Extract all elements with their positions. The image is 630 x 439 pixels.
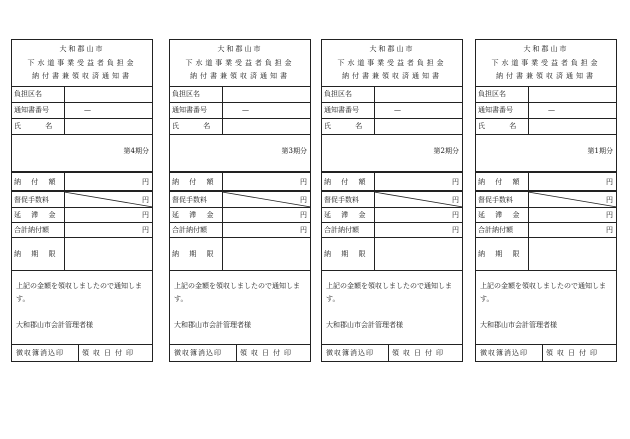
yen-unit: 円 (142, 210, 149, 219)
receipt-header (170, 40, 310, 87)
yen-unit: 円 (606, 177, 613, 186)
receipt-date-stamp-label: 領収日付印 (240, 349, 295, 357)
office-name: 大和郡山市会計管理者様 (174, 321, 251, 329)
ledger-stamp-label: 徴収簿消込印 (326, 349, 374, 357)
late-fee-row (322, 207, 462, 223)
receipt-message: 上記の金額を領収しましたので通知します。 (480, 282, 606, 303)
diagonal-strike (374, 192, 463, 207)
receipt-slip (169, 39, 311, 362)
area-row (322, 86, 462, 103)
late-fee-row (476, 207, 616, 223)
deadline-label: 納 期 限 (324, 249, 370, 258)
area-label: 負担区名 (324, 90, 352, 98)
period-label: 第4期分 (123, 147, 149, 155)
name-label: 氏 名 (172, 122, 222, 130)
receipt-header (12, 40, 152, 87)
payment-label: 納 付 額 (172, 177, 218, 186)
document-title-line2: 納付書兼領収済通知書 (496, 72, 596, 80)
yen-unit: 円 (300, 225, 307, 234)
receipt-slip (11, 39, 153, 362)
receipt-date-stamp-label: 領収日付印 (82, 349, 137, 357)
city-name: 大和郡山市 (523, 45, 569, 53)
yen-unit: 円 (606, 195, 613, 204)
fee-label: 督促手数料 (478, 195, 513, 204)
stamp-row (322, 344, 462, 361)
document-title-line2: 納付書兼領収済通知書 (190, 72, 290, 80)
total-label: 合計納付額 (14, 225, 49, 234)
diagonal-strike (528, 192, 617, 207)
stamp-row (170, 344, 310, 361)
yen-unit: 円 (452, 225, 459, 234)
fee-label: 督促手数料 (172, 195, 207, 204)
yen-unit: 円 (452, 177, 459, 186)
yen-unit: 円 (606, 225, 613, 234)
yen-unit: 円 (452, 210, 459, 219)
period-row (12, 134, 152, 173)
deadline-row (476, 237, 616, 271)
receipt-header (322, 40, 462, 87)
yen-unit: 円 (142, 177, 149, 186)
name-row (476, 118, 616, 135)
name-label: 氏 名 (478, 122, 528, 130)
period-row (170, 134, 310, 173)
receipt-date-stamp-label: 領収日付印 (546, 349, 601, 357)
diagonal-strike (64, 192, 153, 207)
fee-label: 督促手数料 (324, 195, 359, 204)
total-label: 合計納付額 (324, 225, 359, 234)
ledger-stamp-label: 徴収簿消込印 (16, 349, 64, 357)
payment-row (476, 173, 616, 192)
document-title-line1: 下水道事業受益者負担金 (337, 59, 447, 67)
deadline-row (12, 237, 152, 271)
fee-label: 督促手数料 (14, 195, 49, 204)
area-row (170, 86, 310, 103)
late-fee-label: 延 滞 金 (478, 210, 524, 219)
document-title-line2: 納付書兼領収済通知書 (342, 72, 442, 80)
period-row (476, 134, 616, 173)
notice-number-label: 通知書番号 (14, 106, 49, 114)
receipt-date-stamp-label: 領収日付印 (392, 349, 447, 357)
name-row (170, 118, 310, 135)
office-name: 大和郡山市会計管理者様 (16, 321, 93, 329)
notice-number-value: — (84, 106, 91, 114)
payment-row (322, 173, 462, 192)
fee-row (12, 192, 152, 208)
receipt-message: 上記の金額を領収しましたので通知します。 (16, 282, 142, 303)
late-fee-label: 延 滞 金 (172, 210, 218, 219)
area-row (12, 86, 152, 103)
area-row (476, 86, 616, 103)
late-fee-label: 延 滞 金 (14, 210, 60, 219)
city-name: 大和郡山市 (59, 45, 105, 53)
name-row (12, 118, 152, 135)
payment-row (12, 173, 152, 192)
receipt-slip (321, 39, 463, 362)
yen-unit: 円 (142, 225, 149, 234)
receipt-message: 上記の金額を領収しましたので通知します。 (174, 282, 300, 303)
document-title-line1: 下水道事業受益者負担金 (27, 59, 137, 67)
total-row (322, 222, 462, 238)
deadline-row (322, 237, 462, 271)
total-row (170, 222, 310, 238)
yen-unit: 円 (300, 210, 307, 219)
stamp-row (476, 344, 616, 361)
area-label: 負担区名 (478, 90, 506, 98)
total-row (12, 222, 152, 238)
late-fee-row (170, 207, 310, 223)
fee-row (476, 192, 616, 208)
notice-number-label: 通知書番号 (324, 106, 359, 114)
area-label: 負担区名 (14, 90, 42, 98)
notice-number-label: 通知書番号 (478, 106, 513, 114)
yen-unit: 円 (300, 195, 307, 204)
office-name: 大和郡山市会計管理者様 (480, 321, 557, 329)
deadline-label: 納 期 限 (14, 249, 60, 258)
total-label: 合計納付額 (478, 225, 513, 234)
name-label: 氏 名 (14, 122, 64, 130)
notice-number-value: — (548, 106, 555, 114)
document-title-line2: 納付書兼領収済通知書 (32, 72, 132, 80)
period-label: 第3期分 (281, 147, 307, 155)
notice-number-row (322, 102, 462, 119)
fee-row (170, 192, 310, 208)
receipt-header (476, 40, 616, 87)
deadline-row (170, 237, 310, 271)
total-label: 合計納付額 (172, 225, 207, 234)
diagonal-strike (222, 192, 311, 207)
payment-label: 納 付 額 (14, 177, 60, 186)
city-name: 大和郡山市 (217, 45, 263, 53)
deadline-label: 納 期 限 (478, 249, 524, 258)
deadline-label: 納 期 限 (172, 249, 218, 258)
receipt-slip (475, 39, 617, 362)
office-name: 大和郡山市会計管理者様 (326, 321, 403, 329)
notice-number-label: 通知書番号 (172, 106, 207, 114)
yen-unit: 円 (452, 195, 459, 204)
ledger-stamp-label: 徴収簿消込印 (480, 349, 528, 357)
late-fee-label: 延 滞 金 (324, 210, 370, 219)
notice-number-row (476, 102, 616, 119)
city-name: 大和郡山市 (369, 45, 415, 53)
total-row (476, 222, 616, 238)
notice-number-row (170, 102, 310, 119)
notice-number-row (12, 102, 152, 119)
area-label: 負担区名 (172, 90, 200, 98)
ledger-stamp-label: 徴収簿消込印 (174, 349, 222, 357)
period-label: 第2期分 (433, 147, 459, 155)
period-label: 第1期分 (587, 147, 613, 155)
notice-number-value: — (394, 106, 401, 114)
payment-label: 納 付 額 (478, 177, 524, 186)
late-fee-row (12, 207, 152, 223)
name-row (322, 118, 462, 135)
stamp-row (12, 344, 152, 361)
name-label: 氏 名 (324, 122, 374, 130)
yen-unit: 円 (606, 210, 613, 219)
document-title-line1: 下水道事業受益者負担金 (491, 59, 601, 67)
notice-number-value: — (242, 106, 249, 114)
yen-unit: 円 (142, 195, 149, 204)
payment-label: 納 付 額 (324, 177, 370, 186)
period-row (322, 134, 462, 173)
payment-row (170, 173, 310, 192)
document-title-line1: 下水道事業受益者負担金 (185, 59, 295, 67)
fee-row (322, 192, 462, 208)
yen-unit: 円 (300, 177, 307, 186)
receipt-message: 上記の金額を領収しましたので通知します。 (326, 282, 452, 303)
